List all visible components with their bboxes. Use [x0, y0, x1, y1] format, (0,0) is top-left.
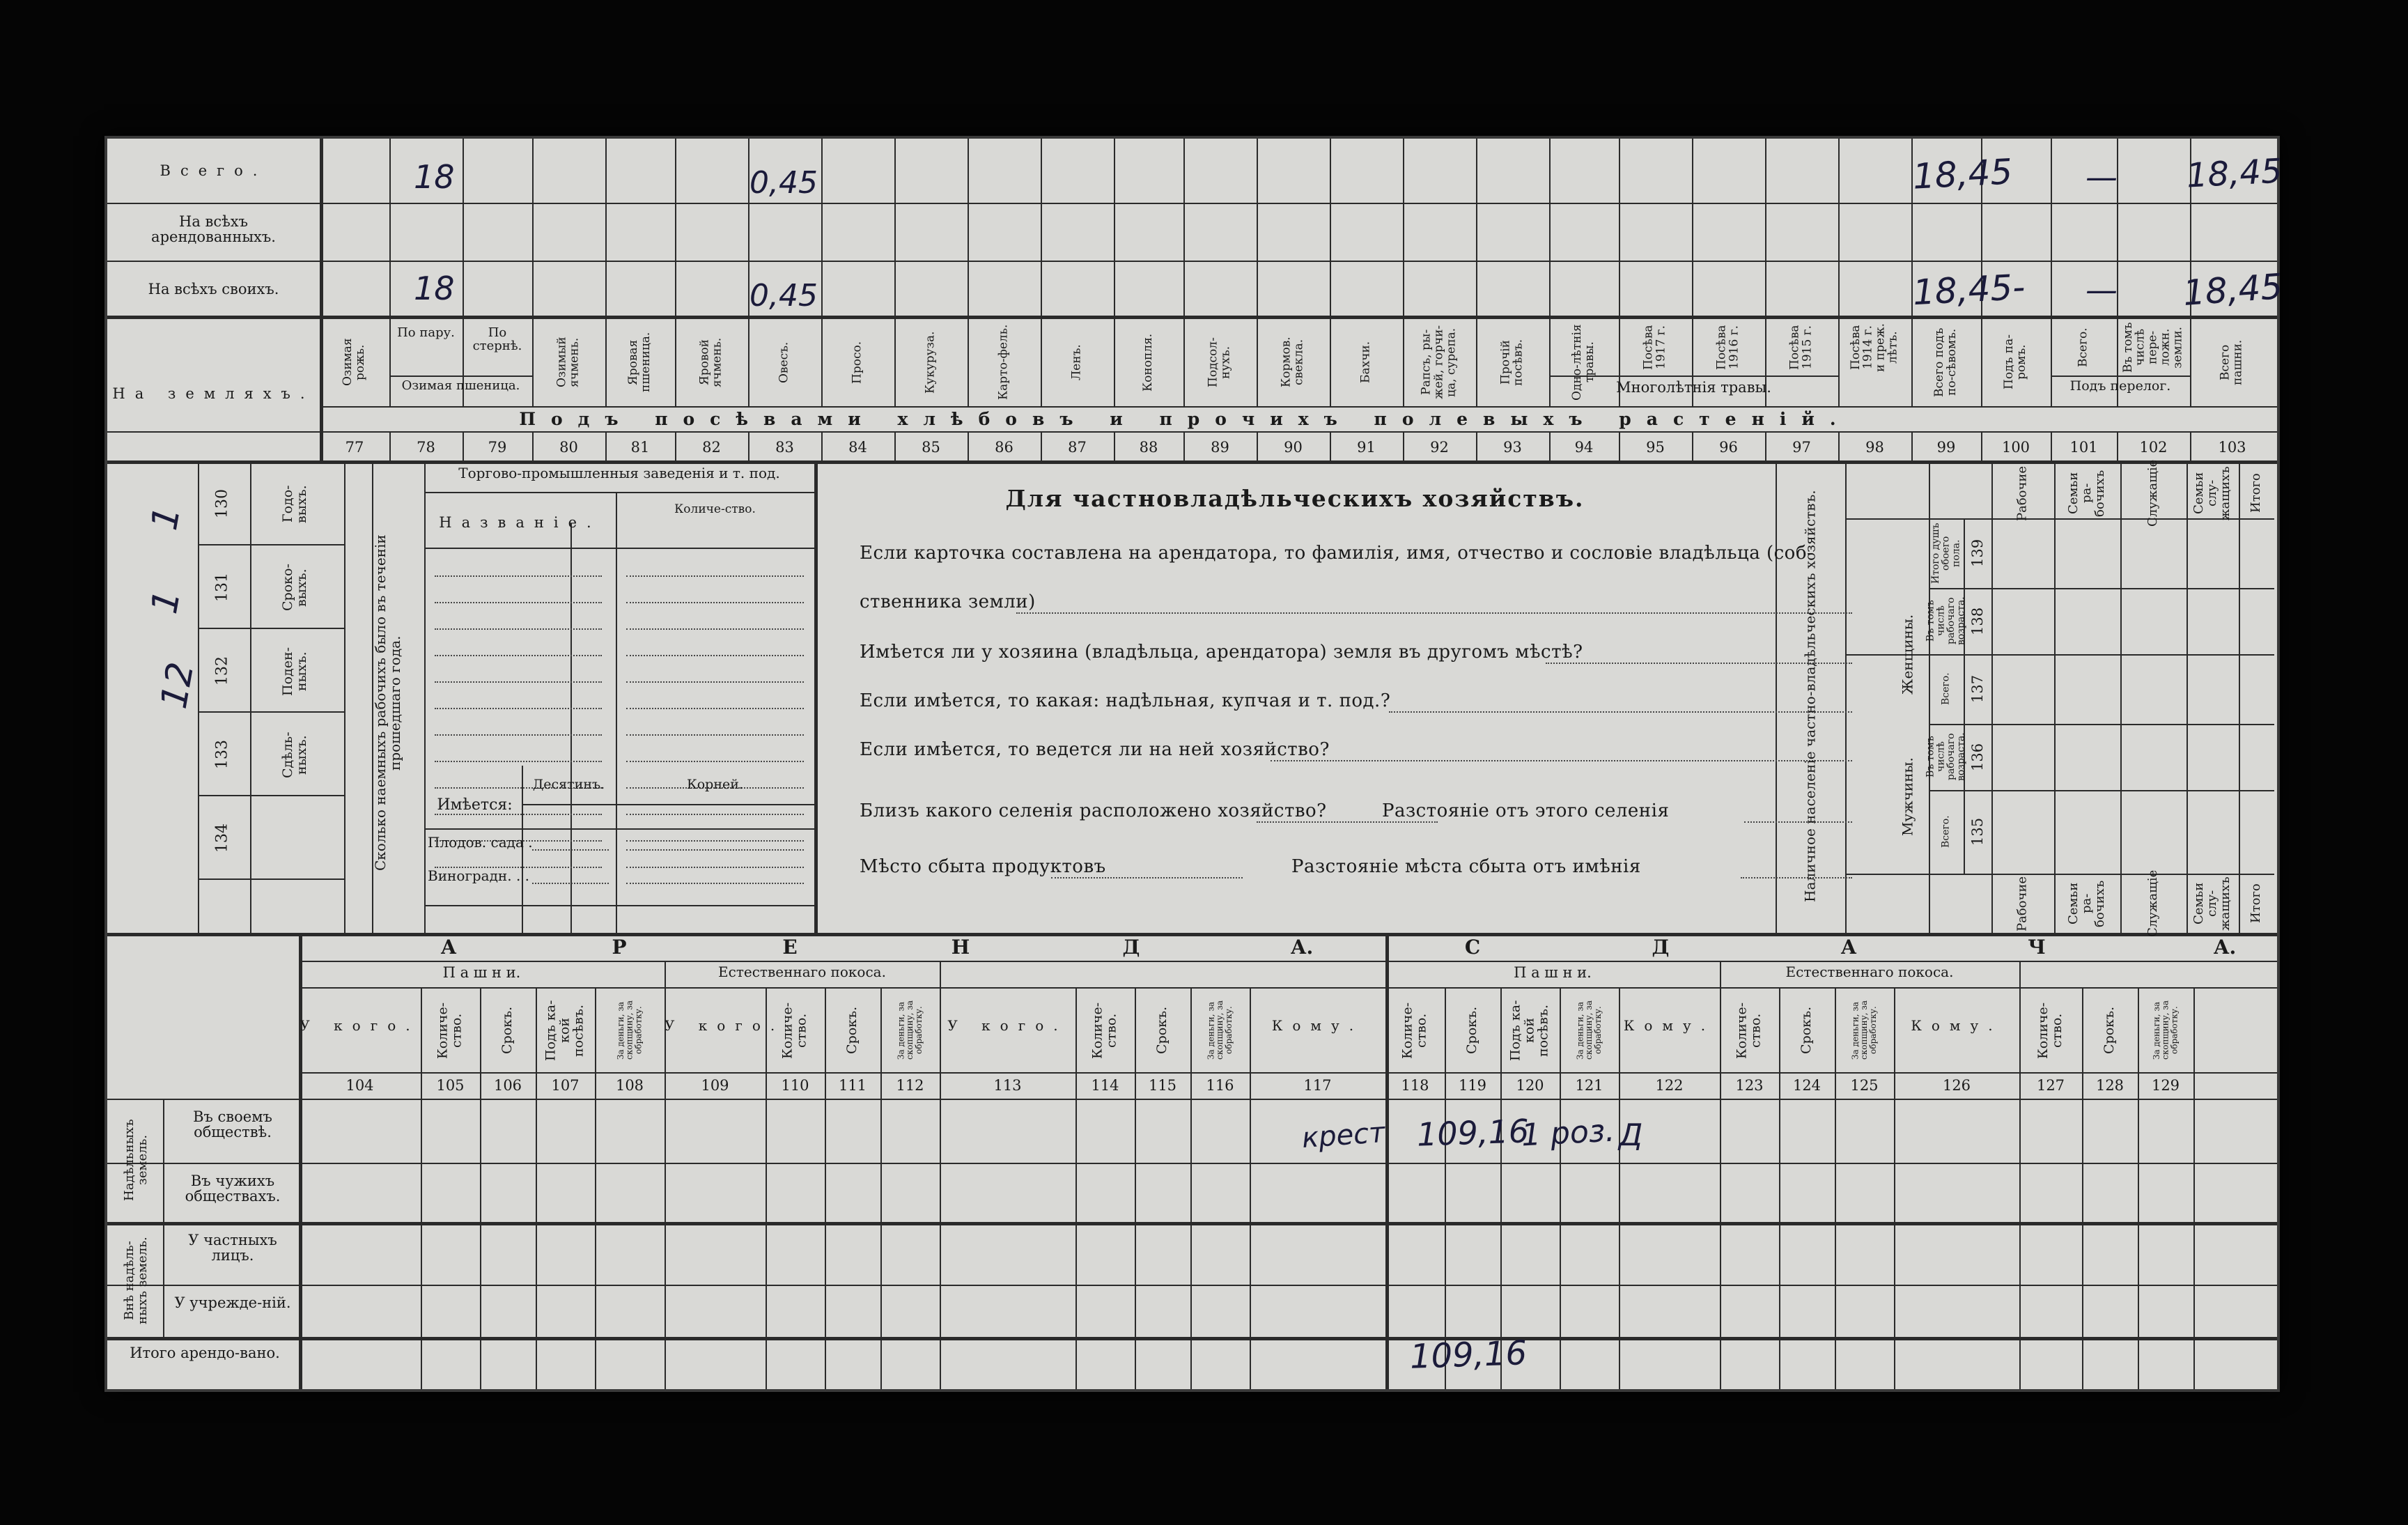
- crop-header-103: Всего пашни.: [2218, 339, 2245, 385]
- lease-col-num-117: 117: [1303, 1077, 1332, 1094]
- arenda-letter-2: Е: [782, 936, 798, 959]
- handwritten-lease-118: 109,16: [1416, 1112, 1530, 1154]
- lease-col-num-124: 124: [1792, 1077, 1821, 1094]
- crop-col-num-79: 79: [488, 439, 507, 456]
- arenda-letter-3: Н: [951, 936, 970, 959]
- lease-col-num-106: 106: [493, 1077, 522, 1094]
- hired-workers-caption: Сколько наемныхъ рабочихъ было въ теченіи прошедшаго года.: [372, 534, 403, 872]
- hired-col-label-133: Сдѣль-ныхъ.: [280, 731, 309, 778]
- lease-col-num-122: 122: [1655, 1077, 1684, 1094]
- lease-col-num-129: 129: [2151, 1077, 2180, 1094]
- hired-col-num-132: 132: [213, 656, 231, 686]
- crop-header-89: Подсол-нухъ.: [1206, 337, 1233, 387]
- lease-col-num-107: 107: [551, 1077, 580, 1094]
- group-label-pod-perelog: Подъ перелог.: [2069, 378, 2171, 394]
- crop-header-91: Бахчи.: [1358, 341, 1373, 384]
- lease-header-110: Количе-ство.: [779, 1002, 809, 1059]
- dotted-fill-line: [435, 602, 602, 603]
- handwritten-svoikh-101: —: [2085, 271, 2118, 309]
- crop-col-num-85: 85: [922, 439, 940, 456]
- crop-header-98: Посѣва 1914 г. и преж. лѣтъ.: [1848, 323, 1900, 372]
- dotted-fill-line: [626, 575, 804, 577]
- arenda-letter-1: Р: [612, 936, 627, 959]
- lease-row-label-2: У частныхъ лицъ.: [188, 1232, 277, 1264]
- population-col-head-top-1: Семьи ра-бочихъ: [2066, 470, 2107, 517]
- lease-header-123: Количе-ство.: [1734, 1002, 1764, 1059]
- population-row-num-139: 139: [1968, 539, 1986, 568]
- crop-header-97: Посѣва 1915 г.: [1787, 325, 1815, 370]
- crop-header-84: Просо.: [850, 341, 864, 384]
- crop-header-80: Озимый ячмень.: [554, 336, 582, 388]
- arenda-letter-5: А.: [1290, 936, 1314, 959]
- population-row-num-137: 137: [1968, 674, 1986, 704]
- trade-korney-header: Корней.: [687, 777, 743, 792]
- sdacha-letter-3: Ч: [2028, 936, 2046, 959]
- population-muzhchiny: Мужчины.: [1899, 757, 1916, 837]
- hired-col-label-132: Поден-ныхъ.: [280, 647, 309, 696]
- crop-header-88: Конопля.: [1141, 333, 1156, 392]
- lease-header-122: Кому.: [1623, 1017, 1716, 1034]
- trade-sad-label: Плодов. сада .: [428, 834, 533, 851]
- lease-header-114: Количе-ство.: [1089, 1002, 1119, 1059]
- lease-header-124: Срокъ.: [1799, 1006, 1815, 1055]
- lease-col-num-110: 110: [781, 1077, 809, 1094]
- crop-header-85: Кукуруза.: [923, 331, 938, 394]
- population-col-head-top-2: Служащіе: [2145, 459, 2161, 527]
- crop-header-79: По стернѣ.: [472, 325, 522, 353]
- lease-header-105: Количе-ство.: [435, 1002, 465, 1059]
- population-row-num-138: 138: [1968, 607, 1986, 635]
- population-col-head-top-4: Итого: [2248, 473, 2264, 513]
- lease-col-num-105: 105: [436, 1077, 465, 1094]
- question-land-type: Если имѣется, то какая: надѣльная, купчая и т. под.?: [860, 690, 1391, 711]
- lease-col-num-108: 108: [615, 1077, 644, 1094]
- dotted-fill-line: [1257, 821, 1438, 823]
- lease-header-126: Кому.: [1911, 1017, 2003, 1034]
- lease-header-108: За деньги, за скопщину, за обработку.: [616, 1000, 644, 1060]
- lease-header-109: У кого.: [665, 1017, 785, 1034]
- handwritten-vsego-101: —: [2085, 158, 2118, 196]
- lease-row-label-3: У учрежде-ній.: [174, 1294, 291, 1311]
- handwritten-vsego-83: 0,45: [749, 165, 818, 201]
- dotted-fill-line: [626, 681, 804, 683]
- lease-header-129: За деньги, за скопщину, за обработку.: [2152, 1000, 2180, 1060]
- population-row-label-135: Всего.: [1940, 815, 1952, 849]
- card-content: [107, 139, 2284, 1389]
- lease-col-num-118: 118: [1401, 1077, 1429, 1094]
- lease-header-107: Подъ ка-кой посѣвъ.: [543, 1000, 587, 1061]
- crop-col-num-77: 77: [345, 439, 364, 456]
- crop-col-num-102: 102: [2139, 439, 2168, 456]
- question-village-distance: Разстояніе отъ этого селенія: [1382, 800, 1670, 821]
- lease-col-num-109: 109: [701, 1077, 729, 1094]
- crop-header-102: Въ томъ числѣ пере-ложн. земли.: [2120, 322, 2185, 373]
- handwritten-lease-117: крест: [1300, 1116, 1386, 1155]
- hired-col-num-131: 131: [213, 573, 231, 603]
- lease-col-num-111: 111: [838, 1077, 867, 1094]
- crop-col-num-103: 103: [2218, 439, 2246, 456]
- handwritten-lease-120: Д: [1619, 1117, 1643, 1153]
- handwritten-svoikh-83: 0,45: [749, 278, 818, 313]
- dotted-fill-line: [435, 628, 602, 630]
- dotted-fill-line: [626, 628, 804, 630]
- dotted-fill-line: [626, 840, 804, 842]
- handwritten-vsego-99: 18,45: [1911, 151, 2014, 197]
- population-caption: Наличное населеніе частно-владѣльческихъ хозяйствъ.: [1801, 490, 1819, 902]
- crop-col-num-81: 81: [630, 439, 650, 456]
- handwritten-hired-131: 1: [143, 587, 189, 617]
- lease-col-num-120: 120: [1516, 1077, 1544, 1094]
- crop-col-num-94: 94: [1574, 439, 1594, 456]
- handwritten-svoikh-78: 18: [414, 270, 455, 307]
- crop-header-90: Кормов. свекла.: [1279, 336, 1306, 388]
- crop-header-87: Ленъ.: [1069, 344, 1084, 380]
- crop-header-92: Рапсъ, ры-жей, горчи-ца, сурепа.: [1419, 325, 1459, 400]
- lease-row-label-1: Въ чужихъ обществахъ.: [185, 1172, 281, 1205]
- sdacha-letter-0: С: [1464, 936, 1481, 959]
- lease-header-118: Количе-ство.: [1399, 1002, 1429, 1059]
- lease-header-125: За деньги, за скопщину, за обработку.: [1850, 1000, 1878, 1060]
- lease-col-num-126: 126: [1942, 1077, 1971, 1094]
- population-row-label-139: Итого душъ обоего пола.: [1929, 522, 1962, 584]
- crop-header-96: Посѣва 1916 г.: [1714, 325, 1741, 370]
- population-col-head-bottom-0: Рабочие: [2014, 876, 2030, 931]
- crop-header-101: Всего.: [2076, 327, 2090, 367]
- hired-col-num-133: 133: [213, 740, 231, 770]
- lease-col-num-123: 123: [1735, 1077, 1764, 1094]
- dotted-fill-line: [532, 849, 609, 851]
- population-zhenshchiny: Женщины.: [1899, 614, 1916, 695]
- lease-header-121: За деньги, за скопщину, за обработку.: [1575, 1000, 1603, 1060]
- crop-col-num-84: 84: [848, 439, 867, 456]
- hired-col-label-130: Годо-выхъ.: [280, 485, 309, 523]
- crop-col-num-95: 95: [1646, 439, 1665, 456]
- sdacha-letter-2: А: [1840, 936, 1857, 959]
- lease-header-104: У кого.: [300, 1017, 420, 1034]
- crop-col-num-96: 96: [1719, 439, 1738, 456]
- dotted-fill-line: [626, 867, 804, 868]
- crop-col-num-91: 91: [1357, 439, 1376, 456]
- question-nearest-village: Близъ какого селенія расположено хозяйство?: [860, 800, 1327, 821]
- lease-header-120: Подъ ка-кой посѣвъ.: [1507, 1000, 1551, 1061]
- population-row-label-136: Въ томъ числѣ рабочаго возраста.: [1925, 732, 1967, 782]
- trade-desyatin-header: Десятинъ.: [532, 777, 605, 792]
- dotted-fill-line: [626, 849, 804, 851]
- sdacha-letter-4: А.: [2213, 936, 2237, 959]
- census-card: [104, 136, 2284, 1392]
- sdacha-pashni: П а ш н и.: [1514, 964, 1592, 981]
- dotted-fill-line: [435, 708, 602, 709]
- crop-header-93: Прочій посѣвъ.: [1498, 339, 1525, 386]
- crop-col-num-80: 80: [559, 439, 578, 456]
- population-col-head-top-3: Семьи слу-жащихъ: [2191, 466, 2232, 520]
- dotted-fill-line: [435, 761, 602, 762]
- dotted-fill-line: [626, 708, 804, 709]
- dotted-fill-line: [626, 761, 804, 762]
- trade-imeetsya: Имѣется:: [437, 796, 513, 814]
- dotted-fill-line: [435, 655, 602, 656]
- handwritten-vsego-103: 18,45: [2185, 151, 2283, 196]
- row-label-na-zemlyakh: На земляхъ.: [112, 385, 315, 402]
- handwritten-hired-130: 1: [143, 503, 189, 534]
- lease-header-113: У кого.: [947, 1017, 1068, 1034]
- group-label-ozimaya-pshenitsa: Озимая пшеница.: [401, 378, 520, 393]
- trade-title: Торгово-промышленныя заведенія и т. под.: [458, 465, 780, 481]
- crop-col-num-93: 93: [1503, 439, 1522, 456]
- population-col-head-bottom-1: Семьи ра-бочихъ: [2066, 880, 2107, 927]
- dotted-fill-line: [435, 734, 602, 736]
- lease-col-num-112: 112: [896, 1077, 924, 1094]
- crop-header-86: Карто-фель.: [996, 324, 1011, 401]
- crop-header-77: Озимая рожь.: [341, 338, 367, 387]
- sdacha-letter-1: Д: [1652, 936, 1670, 959]
- dotted-fill-line: [626, 602, 804, 603]
- crop-col-num-82: 82: [702, 439, 721, 456]
- handwritten-hired-132: 12: [153, 659, 203, 712]
- lease-col-num-116: 116: [1206, 1077, 1234, 1094]
- handwritten-itogo-118: 109,16: [1409, 1333, 1528, 1377]
- lease-col-num-128: 128: [2095, 1077, 2125, 1094]
- crop-col-num-89: 89: [1211, 439, 1229, 456]
- crop-banner: Подъ посѣвами хлѣбовъ и прочихъ полевыхъ растеній.: [519, 409, 1851, 429]
- hired-col-num-130: 130: [213, 489, 231, 519]
- crop-col-num-97: 97: [1792, 439, 1811, 456]
- lease-header-117: Кому.: [1271, 1017, 1364, 1034]
- crop-header-78: По пару.: [397, 325, 455, 340]
- crop-col-num-78: 78: [417, 439, 435, 456]
- group-label-mnogoletnie: Многолѣтнія травы.: [1616, 379, 1771, 396]
- lease-header-106: Срокъ.: [499, 1006, 515, 1055]
- dotted-fill-line: [626, 655, 804, 656]
- lease-header-112: За деньги, за скопщину, за обработку.: [896, 1000, 924, 1060]
- lease-row-label-0: Въ своемъ обществѣ.: [193, 1108, 272, 1141]
- crop-header-81: Яровая пшеница.: [626, 332, 653, 393]
- population-row-num-136: 136: [1968, 743, 1986, 771]
- lease-col-num-114: 114: [1091, 1077, 1119, 1094]
- crop-header-82: Яровой ячмень.: [697, 337, 724, 387]
- arenda-pokos: Естественнаго покоса.: [718, 963, 886, 980]
- population-col-head-bottom-4: Итого: [2248, 883, 2264, 924]
- crop-col-num-90: 90: [1284, 439, 1303, 456]
- population-row-label-137: Всего.: [1940, 672, 1952, 706]
- handwritten-svoikh-99: 18,45-: [1911, 266, 2026, 313]
- crop-header-95: Посѣва 1917 г.: [1641, 325, 1668, 370]
- crop-col-num-99: 99: [1936, 439, 1956, 456]
- crop-header-99: Всего подъ по-сѣвомъ.: [1932, 327, 1959, 397]
- population-col-head-bottom-2: Служащіе: [2145, 869, 2161, 938]
- trade-qty-header: Количе-ство.: [674, 502, 756, 516]
- population-row-num-135: 135: [1968, 817, 1986, 846]
- lease-col-num-127: 127: [2036, 1077, 2065, 1094]
- handwritten-svoikh-103: 18,45: [2182, 266, 2284, 313]
- crop-col-num-92: 92: [1430, 439, 1449, 456]
- question-market: Мѣсто сбыта продуктовъ: [860, 856, 1106, 877]
- population-row-label-138: Въ томъ числѣ рабочаго возраста.: [1925, 596, 1967, 646]
- crop-col-num-86: 86: [995, 439, 1013, 456]
- crop-header-100: Подъ па-ромъ.: [2002, 334, 2028, 390]
- sdacha-pokos: Естественнаго покоса.: [1785, 963, 1954, 980]
- dotted-fill-line: [1271, 760, 1852, 761]
- row-label-arendovannykh: На всѣхъ арендованныхъ.: [151, 213, 276, 246]
- row-label-vsego: Всего.: [160, 162, 267, 179]
- hired-col-num-134: 134: [213, 823, 231, 853]
- dotted-fill-line: [1016, 612, 1852, 614]
- question-owner-name-cont: ственника земли): [860, 591, 1036, 612]
- lease-header-127: Количе-ство.: [2035, 1002, 2065, 1059]
- population-col-head-top-0: Рабочие: [2014, 465, 2030, 521]
- lease-col-num-121: 121: [1575, 1077, 1603, 1094]
- dotted-fill-line: [532, 883, 609, 884]
- lease-header-128: Срокъ.: [2102, 1006, 2118, 1055]
- handwritten-lease-119: 1 роз.: [1520, 1113, 1616, 1154]
- lease-col-num-119: 119: [1458, 1077, 1487, 1094]
- arenda-letter-0: А: [440, 936, 457, 959]
- question-owner-name: Если карточка составлена на арендатора, то фамилія, имя, отчество и сословіе владѣльца (соб-: [860, 543, 1814, 564]
- lease-row-itogo: Итого арендо-вано.: [130, 1345, 280, 1361]
- dotted-fill-line: [626, 883, 804, 884]
- question-other-land: Имѣется ли у хозяина (владѣльца, арендатора) земля въ другомъ мѣстѣ?: [860, 642, 1583, 663]
- dotted-fill-line: [435, 681, 602, 683]
- dotted-fill-line: [435, 814, 602, 815]
- crop-col-num-87: 87: [1068, 439, 1087, 456]
- question-farming: Если имѣется, то ведется ли на ней хозяйство?: [860, 739, 1330, 760]
- lease-header-111: Срокъ.: [844, 1006, 860, 1055]
- arenda-letter-4: Д: [1122, 936, 1140, 959]
- crop-col-num-100: 100: [2001, 439, 2030, 456]
- row-label-svoikh: На всѣхъ своихъ.: [148, 281, 279, 297]
- dotted-fill-line: [435, 575, 602, 577]
- hired-col-label-131: Сроко-выхъ.: [280, 564, 309, 612]
- dotted-fill-line: [626, 814, 804, 815]
- handwritten-vsego-78: 18: [414, 158, 455, 196]
- lease-col-num-113: 113: [993, 1077, 1022, 1094]
- row-group-vne-nadelnykh: Внѣ надѣль-ныхъ земель.: [122, 1237, 150, 1324]
- crop-col-num-88: 88: [1139, 439, 1158, 456]
- crop-header-83: Овесъ.: [777, 341, 791, 383]
- trade-name-header: Названіе.: [439, 514, 601, 531]
- lease-header-119: Срокъ.: [1464, 1006, 1480, 1055]
- dotted-fill-line: [1051, 877, 1243, 878]
- private-title: Для частновладѣльческихъ хозяйствъ.: [1005, 485, 1585, 512]
- crop-col-num-83: 83: [775, 439, 794, 456]
- lease-header-116: За деньги, за скопщину, за обработку.: [1206, 1000, 1234, 1060]
- trade-vinograd-label: Виноградн. . .: [428, 867, 530, 884]
- population-col-head-bottom-3: Семьи слу-жащихъ: [2191, 876, 2232, 931]
- dotted-fill-line: [626, 734, 804, 736]
- lease-header-115: Срокъ.: [1154, 1006, 1170, 1055]
- question-market-distance: Разстояніе мѣста сбыта отъ имѣнія: [1291, 856, 1641, 877]
- crop-header-94: Одно-лѣтнія травы.: [1570, 324, 1597, 401]
- arenda-pashni: П а ш н и.: [442, 964, 521, 981]
- lease-col-num-104: 104: [345, 1077, 374, 1094]
- crop-col-num-98: 98: [1865, 439, 1884, 456]
- lease-col-num-125: 125: [1850, 1077, 1879, 1094]
- row-group-nadelnykh: Надѣльныхъ земель.: [122, 1119, 150, 1201]
- crop-col-num-101: 101: [2069, 439, 2098, 456]
- lease-col-num-115: 115: [1148, 1077, 1177, 1094]
